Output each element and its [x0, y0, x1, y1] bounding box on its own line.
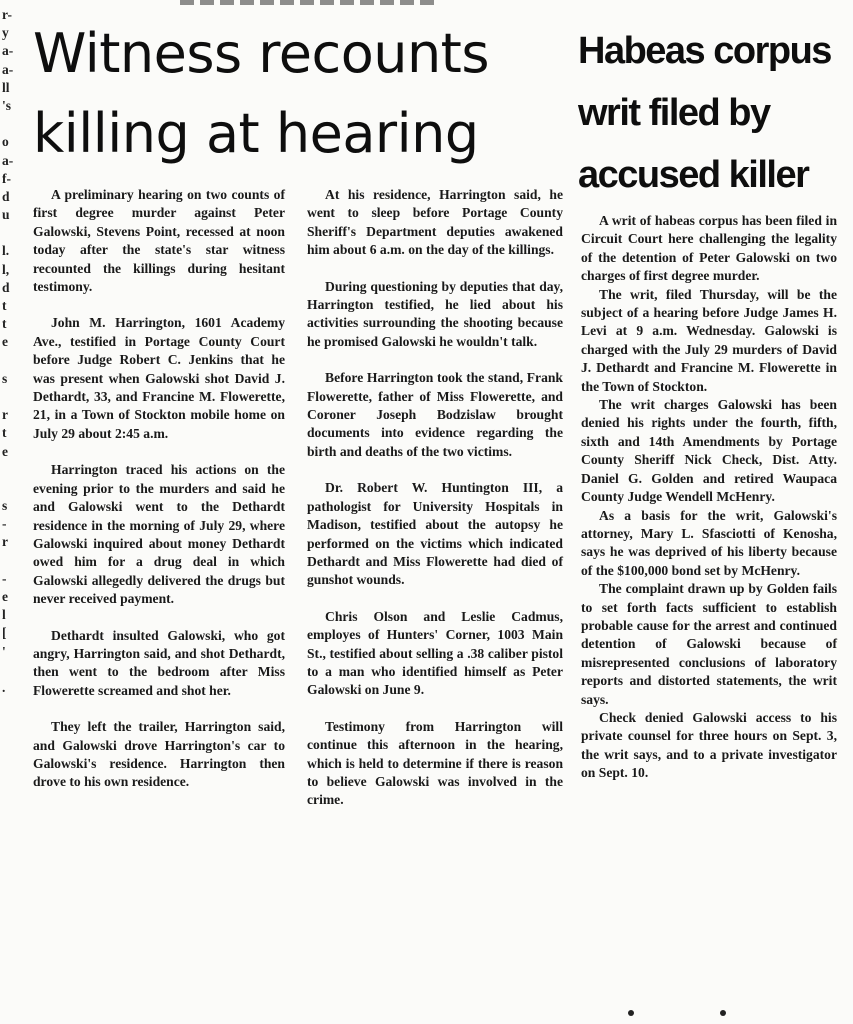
- fragment-text: r: [2, 534, 8, 550]
- fragment-text: [2, 388, 20, 406]
- paragraph: At his residence, Harrington said, he went to sleep before Portage County Sheriff's Department deputies awakened him about 6 a.m. on the day of the killings.: [307, 187, 563, 258]
- fragment-text: -: [2, 516, 7, 532]
- fragment-text: f-: [2, 170, 11, 186]
- fragment-text: l: [2, 607, 6, 623]
- fragment-text: -: [2, 570, 7, 586]
- fragment-text: 's: [2, 97, 12, 113]
- fragment-text: [2, 552, 20, 570]
- fragment-text: a-: [2, 43, 14, 59]
- article-witness-recounts: [33, 14, 563, 828]
- fragment-text: a-: [2, 61, 14, 77]
- fragment-text: y: [2, 25, 9, 41]
- paragraph: The complaint drawn up by Golden fails to set forth facts sufficient to establish probable cause for the arrest and continued detention of Galowski because of misrepresented conclusions of laboratory reports and distorted statements, the writ says.: [581, 581, 837, 707]
- fragment-text: a-: [2, 152, 14, 168]
- paragraph: Harrington traced his actions on the evening prior to the murders and said he and Galowski went to the Dethardt residence in the morning of July 29, where Galowski inquired about money Dethardt owed him for a drug deal in which Galowski allegedly delivered the drugs but never received payment.: [33, 462, 285, 607]
- headline-witness-recounts: Witness recounts killing at hearing: [33, 22, 489, 165]
- article-witness-column-1: [33, 186, 285, 828]
- fragment-text: e: [2, 443, 8, 459]
- paragraph: Before Harrington took the stand, Frank Flowerette, father of Miss Flowerette, and Coroner Joseph Bodzislaw brought documents into evidence regarding the birth and deaths of the two victims.: [307, 370, 563, 459]
- paragraph: As a basis for the writ, Galowski's attorney, Mary L. Sfasciotti of Kenosha, says he was deprived of his liberty because of the $100,000 bond set by McHenry.: [581, 507, 837, 578]
- paragraph: Testimony from Harrington will continue this afternoon in the hearing, which is held to determine if there is reason to believe Galowski was involved in the crime.: [307, 718, 563, 808]
- article-habeas-column: [581, 212, 837, 783]
- paragraph: John M. Harrington, 1601 Academy Ave., testified in Portage County Court before Judge Robert C. Jenkins that he was present when Galowski shot David J. Dethardt, 33, and Francine M. Flowerette, 21, in a Town of Stockton mobile home on July 29 about 2:45 a.m.: [33, 315, 285, 441]
- fragment-text: l,: [2, 261, 10, 277]
- fragment-text: l.: [2, 243, 10, 259]
- fragment-text: [2, 115, 20, 133]
- article-witness-body: [33, 186, 563, 828]
- paragraph: Dr. Robert W. Huntington III, a pathologist for University Hospitals in Madison, testified about the autopsy he performed on the victims which indicated Dethardt and Miss Flowerette had died of gunshot wounds.: [307, 480, 563, 588]
- fragment-text: e: [2, 589, 8, 604]
- paragraph: During questioning by deputies that day, Harrington testified, he lied about his activities surrounding the shooting because he promised Galowski he wouldn't talk.: [307, 278, 563, 349]
- fragment-text: r-: [2, 7, 12, 22]
- paragraph: A writ of habeas corpus has been filed in Circuit Court here challenging the legality of the detention of Peter Galowski on two charges of first degree murder.: [581, 213, 837, 284]
- fragment-text: d: [2, 188, 10, 204]
- print-speck: [720, 1010, 726, 1016]
- fragment-text: [2, 224, 20, 242]
- paragraph: The writ charges Galowski has been denied his rights under the fourth, fifth, sixth and 14th Amendments by Portage County Sheriff Nick Check, Dist. Atty. Daniel G. Golden and retired Waupaca County Judge Wendell McHenry.: [581, 397, 837, 505]
- article-witness-column-2: [307, 186, 563, 828]
- fragment-text: t: [2, 298, 7, 313]
- paragraph: Dethardt insulted Galowski, who got angry, Harrington said, and shot Dethardt, then went to the bedroom after Miss Flowerette screamed and shot her.: [33, 627, 285, 698]
- fragment-text: s: [2, 498, 8, 514]
- fragment-text: e: [2, 334, 8, 350]
- fragment-text: [2, 461, 20, 479]
- paragraph: The writ, filed Thursday, will be the subject of a hearing before Judge James H. Levi at 9 a.m. Wednesday. Galowski is charged with the July 29 murders of David J. Dethardt and Francine M. Flowerette in the Town of Stockton.: [581, 286, 837, 394]
- fragment-text: [: [2, 625, 7, 641]
- fragment-text: .: [2, 679, 6, 695]
- cropped-previous-headline: [180, 0, 440, 5]
- fragment-text: o: [2, 134, 9, 150]
- headline-habeas-corpus: Habeas corpus writ filed by accused killer: [578, 30, 831, 196]
- fragment-text: ll: [2, 79, 10, 95]
- fragment-text: ': [2, 643, 6, 659]
- paragraph: Check denied Galowski access to his private counsel for three hours on Sept. 3, the writ says, and to a private investigator on Sept. 10.: [581, 709, 837, 781]
- paragraph: Chris Olson and Leslie Cadmus, employes of Hunters' Corner, 1003 Main St., testified about selling a .38 caliber pistol to a man who identified himself as Peter Galowski on June 9.: [307, 608, 563, 698]
- fragment-text: u: [2, 207, 10, 223]
- fragment-text: r: [2, 407, 8, 423]
- fragment-text: t: [2, 425, 7, 441]
- fragment-text: [2, 661, 20, 679]
- fragment-text: s: [2, 370, 8, 386]
- print-speck: [628, 1010, 634, 1016]
- article-habeas-corpus: [578, 20, 840, 783]
- fragment-text: [2, 352, 20, 370]
- paragraph: They left the trailer, Harrington said, and Galowski drove Harrington's car to Galowski's residence. Harrington then drove to his own residence.: [33, 719, 285, 790]
- fragment-text: [2, 479, 20, 497]
- adjacent-column-fragments: [2, 6, 20, 697]
- paragraph: A preliminary hearing on two counts of first degree murder against Peter Galowski, Stevens Point, recessed at noon today after the state's star witness recounted the killings during hesitant testimony.: [33, 187, 285, 295]
- fragment-text: t: [2, 316, 7, 332]
- fragment-text: d: [2, 279, 10, 295]
